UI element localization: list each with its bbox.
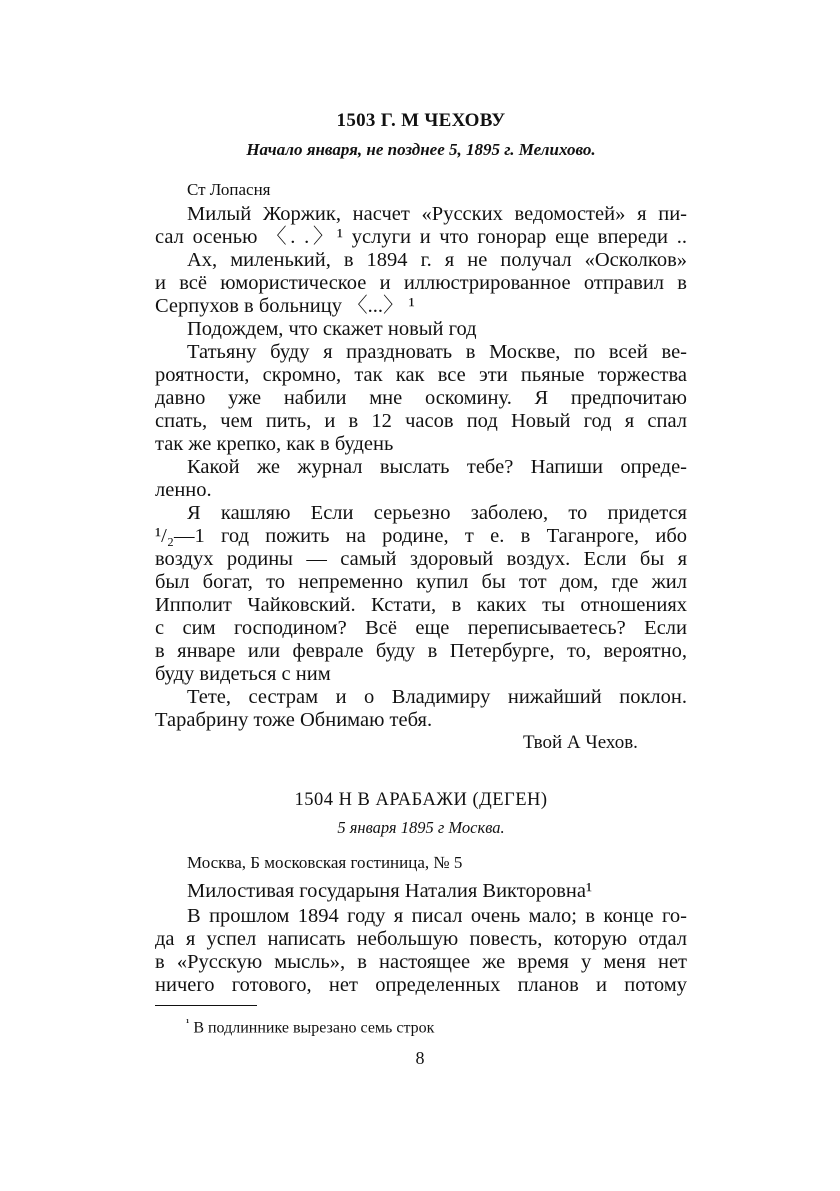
footnote-text: В подлиннике вырезано семь строк xyxy=(193,1019,435,1037)
footnote-divider xyxy=(155,1005,257,1006)
letter-1503-line: сал осенью 〈. .〉¹ услуги и что гонорар еще впереди .. xyxy=(155,226,687,248)
letter-1503-line: роятности, скромно, так как все эти пьяные торжества xyxy=(155,364,687,386)
letter-1503-line: ленно. xyxy=(155,479,212,501)
letter-1503-line: воздух родины — самый здоровый воздух. Если бы я xyxy=(155,548,687,570)
letter-1503-line: Ипполит Чайковский. Кстати, в каких ты отношениях xyxy=(155,594,687,616)
letter-1503-line: спать, чем пить, и в 12 часов под Новый год я спал xyxy=(155,410,687,432)
letter-1503-line: Милый Жоржик, насчет «Русских ведомостей» я пи- xyxy=(187,203,687,225)
letter-1503-address: Ст Лопасня xyxy=(187,180,271,199)
letter-1503-title: 1503 Г. М ЧЕХОВУ xyxy=(336,110,506,131)
letter-1504-line: в «Русскую мысль», в настоящее же время у меня нет xyxy=(155,951,687,973)
letter-1503-line: так же крепко, как в будень xyxy=(155,433,394,455)
letter-1503-line: давно уже набили мне оскомину. Я предпочитаю xyxy=(155,387,687,409)
letter-1503-line: Серпухов в больницу 〈...〉 ¹ xyxy=(155,295,415,317)
footnote xyxy=(186,1017,434,1037)
page-number: 8 xyxy=(415,1048,425,1068)
letter-1504-line: да я успел написать небольшую повесть, которую отдал xyxy=(155,928,687,950)
letter-1504-line: Милостивая государыня Наталия Викторовна¹ xyxy=(187,880,593,902)
letter-1503-line: Тарабрину тоже Обнимаю тебя. xyxy=(155,709,433,731)
letter-1503-line: ¹/₂—1 год пожить на родине, т е. в Таганроге, ибо xyxy=(155,525,687,547)
letter-1503-line: Ах, миленький, в 1894 г. я не получал «Осколков» xyxy=(187,249,687,271)
letter-1503-line: Какой же журнал выслать тебе? Напиши опреде- xyxy=(187,456,687,478)
letter-1503-line: Тете, сестрам и о Владимиру нижайший поклон. xyxy=(187,686,687,708)
letter-1503-line: Татьяну буду я праздновать в Москве, по всей ве- xyxy=(187,341,687,363)
letter-1504-address: Москва, Б московская гостиница, № 5 xyxy=(187,853,463,872)
letter-1504-title: 1504 Н В АРАБАЖИ (ДЕГЕН) xyxy=(294,790,548,810)
letter-1503-line: буду видеться с ним xyxy=(155,663,331,685)
letter-1503-line: в январе или феврале буду в Петербурге, то, вероятно, xyxy=(155,640,687,662)
letter-1503-line: был богат, то непременно купил бы тот дом, где жил xyxy=(155,571,687,593)
letter-1503-line: и всё юмористическое и иллюстрированное отправил в xyxy=(155,272,687,294)
footnote-marker: ¹ xyxy=(186,1017,190,1029)
letter-1504-line: В прошлом 1894 году я писал очень мало; в конце го- xyxy=(187,905,687,927)
letter-1503-line: Подождем, что скажет новый год xyxy=(187,318,477,340)
letter-1503-date: Начало января, не позднее 5, 1895 г. Мелихово. xyxy=(246,140,596,159)
letter-1503-line: Я кашляю Если серьезно заболею, то придется xyxy=(187,502,687,524)
letter-1503-line: с сим господином? Всё еще переписываетесь? Если xyxy=(155,617,687,639)
letter-1503-signature: Твой А Чехов. xyxy=(523,732,638,753)
letter-1504-date: 5 января 1895 г Москва. xyxy=(337,818,505,837)
letter-1504-line: ничего готового, нет определенных планов и потому xyxy=(155,974,687,996)
